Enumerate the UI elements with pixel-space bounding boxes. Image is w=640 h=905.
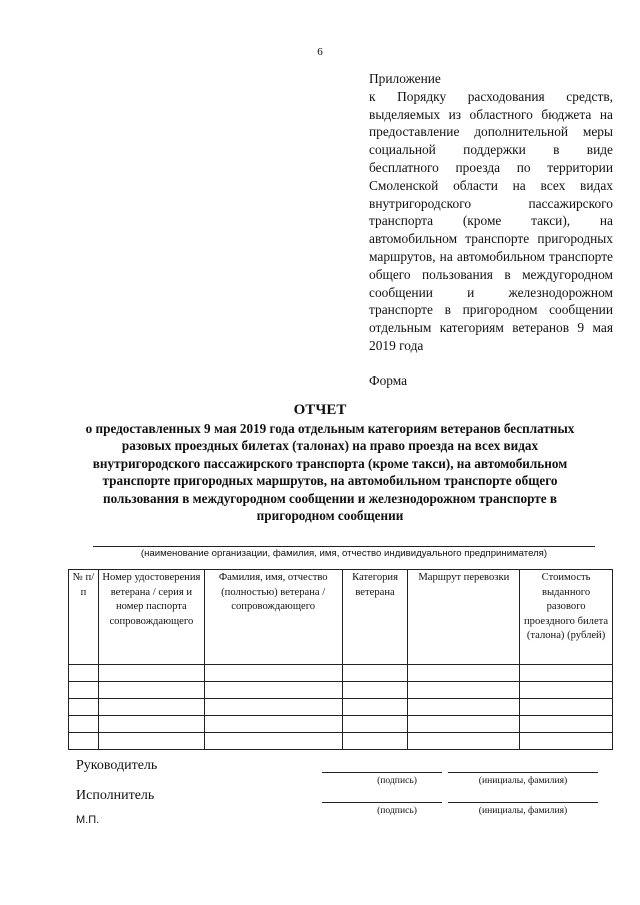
head-initials-caption: (инициалы, фамилия)	[478, 775, 568, 786]
table-cell	[98, 733, 204, 750]
header-route: Маршрут перевозки	[408, 570, 520, 665]
seal-label: М.П.	[76, 814, 100, 826]
table-cell	[98, 682, 204, 699]
table-cell	[204, 699, 342, 716]
table-cell	[342, 699, 408, 716]
report-subtitle: о предоставленных 9 мая 2019 года отдельным категориям ветеранов бесплатных разовых проездных билетах (талонах) на право проезда на всех видах внутригородского пассажирского транспорта (кроме такси), на автомобильном транспорте пригородных маршрутов, на автомобильном транспорте общего пользования в междугородном сообщении и железнодорожном транспорте в пригородном сообщении	[85, 421, 575, 524]
table-cell	[408, 733, 520, 750]
table-cell	[520, 716, 613, 733]
header-number: № п/п	[69, 570, 99, 665]
table-cell	[69, 716, 99, 733]
header-cost: Стоимость выданного разового проездного билета (талона) (рублей)	[520, 570, 613, 665]
table-cell	[204, 716, 342, 733]
org-name-line	[93, 546, 595, 547]
executor-initials-line	[448, 802, 598, 803]
table-cell	[520, 682, 613, 699]
table-cell	[204, 733, 342, 750]
report-title: ОТЧЕТ	[293, 402, 347, 418]
table-row	[69, 716, 613, 733]
table-row	[69, 733, 613, 750]
executor-signature-caption: (подпись)	[377, 805, 417, 816]
head-initials-line	[448, 772, 598, 773]
table-cell	[69, 733, 99, 750]
head-label: Руководитель	[76, 758, 158, 773]
page-number: 6	[317, 46, 323, 58]
table-cell	[342, 665, 408, 682]
org-name-caption: (наименование организации, фамилия, имя, отчество индивидуального предпринимателя)	[140, 548, 548, 559]
table-cell	[204, 665, 342, 682]
table-row	[69, 682, 613, 699]
table-row	[69, 665, 613, 682]
head-signature-caption: (подпись)	[377, 775, 417, 786]
table-cell	[98, 699, 204, 716]
table-cell	[520, 665, 613, 682]
appendix-text: к Порядку расходования средств, выделяемых из областного бюджета на предоставление дополнительной меры социальной поддержки в виде бесплатного проезда по территории Смоленской области на всех видах внутригородского пассажирского транспорта (кроме такси), на автомобильном транспорте пригородных маршрутов, на автомобильном транспорте общего пользования в междугородном сообщении и железнодорожном транспорте в пригородном сообщении отдельным категориям ветеранов 9 мая 2019 года	[369, 88, 613, 353]
table-cell	[204, 682, 342, 699]
executor-initials-caption: (инициалы, фамилия)	[478, 805, 568, 816]
table-cell	[408, 699, 520, 716]
form-label: Форма	[369, 373, 408, 388]
table-cell	[342, 682, 408, 699]
executor-label: Исполнитель	[76, 788, 155, 803]
header-full-name: Фамилия, имя, отчество (полностью) ветерана / сопровождающего	[204, 570, 342, 665]
table-cell	[69, 665, 99, 682]
report-table	[68, 569, 613, 750]
table-cell	[69, 682, 99, 699]
appendix-title: Приложение	[369, 71, 441, 86]
appendix-block	[369, 70, 613, 355]
table-cell	[520, 733, 613, 750]
table-cell	[98, 665, 204, 682]
table-cell	[69, 699, 99, 716]
table-cell	[408, 716, 520, 733]
executor-signature-line	[322, 802, 442, 803]
head-signature-line	[322, 772, 442, 773]
table-row	[69, 699, 613, 716]
header-category: Категория ветерана	[342, 570, 408, 665]
table-cell	[408, 682, 520, 699]
header-certificate: Номер удостоверения ветерана / серия и номер паспорта сопровождающего	[98, 570, 204, 665]
table-cell	[408, 665, 520, 682]
table-cell	[342, 733, 408, 750]
table-header-row	[69, 570, 613, 665]
table-cell	[520, 699, 613, 716]
table-cell	[98, 716, 204, 733]
table-cell	[342, 716, 408, 733]
